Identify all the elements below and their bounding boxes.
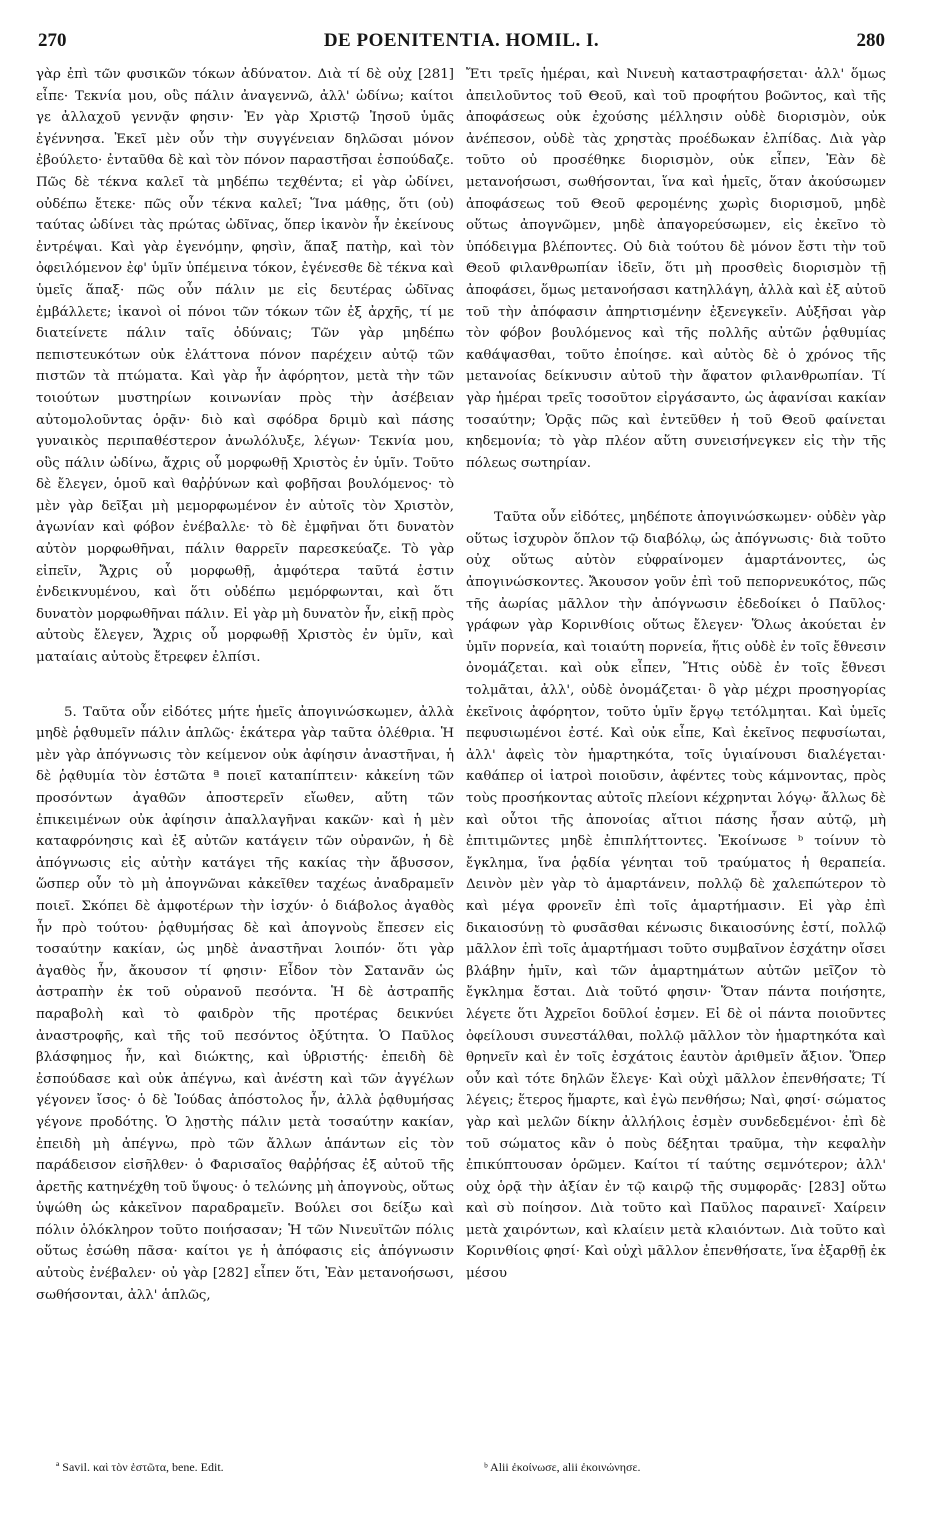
left-paragraph-1: γὰρ ἐπὶ τῶν φυσικῶν τόκων ἀδύνατον. Διὰ τί δὲ οὐχ [281] εἶπε· Τεκνία μου, οὓς πάλιν ἀναγεννῶ, ἀλλ' ὠδίνω; καίτοι γε ἀλλαχοῦ γεννᾷν φησιν· Ἐν γὰρ Χριστῷ Ἰησοῦ ὑμᾶς ἐγέννησα. Ἐκεῖ μὲν οὖν τὴν συγγένειαν δηλῶσαι μόνον ἐβούλετο· ἐνταῦθα δὲ καὶ τὸν πόνον παραστῆσαι ἐσπούδαζε. Πῶς δὲ τέκνα καλεῖ τὰ μηδέπω τεχθέντα; εἰ γὰρ ὠδίνει, οὐδέπω ἔτεκε· πῶς οὖν τέκνα καλεῖ; Ἵνα μάθῃς, ὅτι (οὐ) ταύτας ὠδίνει τὰς πρώτας ὠδῖνας, ὅπερ ἱκανὸν ἦν ἐκείνους ἐντρέψαι. Καὶ γὰρ ἐγενόμην, φησὶν, ἅπαξ πατὴρ, καὶ τὸν ὀφειλόμενον ἐφ' ὑμῖν ὑπέμεινα τόκον, ἐγένεσθε δὲ τέκνα καὶ ὑμεῖς ἅπαξ· πῶς οὖν πάλιν με εἰς δευτέρας ὠδῖνας ἐμβάλλετε; ἱκανοὶ οἱ πόνοι τῶν τόκων τῶν ἐξ ἀρχῆς, τί με διατείνετε πάλιν ταῖς ὀδύναις; Τῶν γὰρ μηδέπω πεπιστευκότων οὐκ ἐλάττονα πόνον παρέχειν αὐτῷ τῶν πιστῶν τὰ πτώματα. Καὶ γὰρ ἦν ἀφόρητον, μετὰ τὴν τῶν τοιούτων μυστηρίων κοινωνίαν πρὸς τὴν ἀσέβειαν αὐτομολοῦντας ὁρᾷν· διὸ καὶ σφόδρα δριμὺ καὶ πάσης γυναικὸς περιπαθέστερον ἀνωλόλυξε, λέγων· Τεκνία μου, οὓς πάλιν ὠδίνω, ἄχρις οὗ μορφωθῇ Χριστὸς ἐν ὑμῖν. Τοῦτο δὲ ἔλεγεν, ὁμοῦ καὶ θαῤῥύνων καὶ φοβῆσαι βουλόμενος· τὸ μὲν γὰρ δεῖξαι μὴ μεμορφωμένον ἐν αὐτοῖς τὸν Χριστὸν, ἀγωνίαν καὶ φόβον ἐνέβαλλε· τὸ δὲ ἐμφῆναι ὅτι δυνατὸν αὐτὸν μορφωθῆναι, πάλιν θαρρεῖν παρεσκεύαζε. Τὸ γὰρ εἰπεῖν, Ἄχρις οὗ μορφωθῇ, ἀμφότερα ταῦτά ἐστιν ἐνδεικνυμένου, καὶ ὅτι οὐδέπω μεμόρφωνται, καὶ ὅτι δυνατὸν μορφωθῆναι πάλιν. Εἰ γὰρ μὴ δυνατὸν ἦν, εἰκῇ πρὸς αὐτοὺς ἔλεγεν, Ἄχρις οὗ μορφωθῇ Χριστὸς ἐν ὑμῖν, καὶ ματαίαις αὐτοὺς ἔτρεφεν ἐλπίσι. (36, 67, 454, 666)
page-header (38, 30, 885, 58)
left-paragraph-2: 5. Ταῦτα οὖν εἰδότες μήτε ἡμεῖς ἀπογινώσκωμεν, ἀλλὰ μηδὲ ῥᾳθυμεῖν πάλιν ἁπλῶς· ἑκάτερα γὰρ ταῦτα ὀλέθρια. Ἡ μὲν γὰρ ἀπόγνωσις τὸν κείμενον οὐκ ἀφίησιν ἀναστῆναι, ἡ δὲ ῥᾳθυμία τὸν ἑστῶτα ª ποιεῖ καταπίπτειν· κἀκείνη τῶν προσόντων ἀγαθῶν ἀποστερεῖν εἴωθεν, αὕτη τῶν ἐπικειμένων οὐκ ἀφίησιν ἀπαλλαγῆναι κακῶν· καὶ ἡ μὲν καταφρόνησις καὶ ἐξ αὐτῶν κατάγειν τῶν οὐρανῶν, ἡ δὲ ἀπόγνωσις εἰς αὐτὴν κατάγει τῆς κακίας τὴν ἄβυσσον, ὥσπερ οὖν τὸ μὴ ἀπογνῶναι κἀκεῖθεν ταχέως ἀναδραμεῖν ποιεῖ. Σκόπει δὲ ἀμφοτέρων τὴν ἰσχύν· ὁ διάβολος ἀγαθὸς ἦν πρὸ τούτου· ῥᾳθυμήσας δὲ καὶ ἀπογνοὺς ἔπεσεν εἰς τοσαύτην κακίαν, ὡς μηδὲ ἀναστῆναι λοιπόν· ὅτι γὰρ ἀγαθὸς ἦν, ἄκουσον τί φησιν· Εἶδον τὸν Σατανᾶν ὡς ἀστραπὴν ἐκ τοῦ οὐρανοῦ πεσόντα. Ἡ δὲ ἀστραπῆς παραβολὴ καὶ τὸ φαιδρὸν τῆς προτέρας δεικνύει ἀναστροφῆς, καὶ τῆς τοῦ πεσόντος ὀξύτητα. Ὁ Παῦλος βλάσφημος ἦν, καὶ διώκτης, καὶ ὑβριστής· ἐπειδὴ δὲ ἐσπούδασε καὶ οὐκ ἀπέγνω, καὶ ἀνέστη καὶ τῶν ἀγγέλων γέγονεν ἴσος· ὁ δὲ Ἰούδας ἀπόστολος ἦν, ἀλλὰ ῥᾳθυμήσας γέγονε προδότης. Ὁ λῃστὴς πάλιν μετὰ τοσαύτην κακίαν, ἐπειδὴ μὴ ἀπέγνω, πρὸ τῶν ἄλλων ἁπάντων εἰς τὸν παράδεισον εἰσῆλθεν· ὁ Φαρισαῖος θαῤῥήσας ἐξ αὐτοῦ τῆς ἀρετῆς κατηνέχθη τοῦ ὕψους· ὁ τελώνης μὴ ἀπογνοὺς, οὕτως ὑψώθη ὡς κἀκεῖνον παραδραμεῖν. Βούλει σοι δείξω καὶ πόλιν ὁλόκληρον τοῦτο ποιήσασαν; Ἡ τῶν Νινευϊτῶν πόλις οὕτως ἐσώθη πᾶσα· καίτοι γε ἡ ἀπόφασις εἰς ἀπόγνωσιν αὐτοὺς ἐνέβαλεν· οὐ γὰρ [282] εἶπεν ὅτι, Ἐὰν μετανοήσωσι, σωθήσονται, ἀλλ' ἁπλῶς, (36, 704, 454, 1303)
running-title: DE POENITENTIA. HOMIL. I. (323, 30, 600, 51)
right-paragraph-1: Ἔτι τρεῖς ἡμέραι, καὶ Νινευὴ καταστραφήσεται· ἀλλ' ὅμως ἀπειλοῦντος τοῦ Θεοῦ, καὶ τοῦ προφήτου βοῶντος, καὶ τῆς ἀποφάσεως οὐκ ἐχούσης μέλλησιν οὐδὲ διορισμὸν, οὐκ ἀνέπεσον, οὐδὲ τὰς χρηστὰς προέδωκαν ἐλπίδας. Διὰ γὰρ τοῦτο οὐ προσέθηκε διορισμὸν, οὐκ εἶπεν, Ἐὰν δὲ μετανοήσωσι, σωθήσονται, ἵνα καὶ ἡμεῖς, ὅταν ἀκούσωμεν ἀποφάσεως τοῦ Θεοῦ φερομένης χωρὶς διορισμοῦ, μηδὲ οὕτως ἀπογνῶμεν, μηδὲ ἀπαγορεύσωμεν, εἰς ἐκεῖνο τὸ ὑπόδειγμα βλέποντες. Οὐ διὰ τούτου δὲ μόνον ἔστι τὴν τοῦ Θεοῦ φιλανθρωπίαν ἰδεῖν, ὅτι μὴ προσθεὶς διορισμὸν τῇ ἀποφάσει, ὅμως μετανοήσασι κατηλλάγη, ἀλλὰ καὶ ἐξ αὐτοῦ τοῦ τὴν ἀπόφασιν ἀπηρτισμένην ἐξενεγκεῖν. Αὐξῆσαι γὰρ τὸν φόβον βουλόμενος καὶ τῆς πολλῆς αὐτῶν ῥᾳθυμίας καθάψασθαι, τοῦτο ἐποίησε. καὶ αὐτὸς δὲ ὁ χρόνος τῆς μετανοίας δείκνυσιν αὐτοῦ τὴν ἄφατον φιλανθρωπίαν. Τί γὰρ ἡμέραι τρεῖς τοσοῦτον εἰργάσαντο, ὡς ἀφανίσαι κακίαν τοσαύτην; Ὁρᾷς πῶς καὶ ἐντεῦθεν ἡ τοῦ Θεοῦ φαίνεται κηδεμονία; τὸ γὰρ πλέον αὕτη συνεισήνεγκεν εἰς τὴν τῆς πόλεως σωτηρίαν. (466, 67, 886, 471)
left-column (36, 64, 454, 1306)
page-number-right: 280 (856, 30, 885, 51)
footnotes (36, 1460, 887, 1484)
page-number-left: 270 (38, 30, 67, 51)
right-column (466, 64, 886, 1285)
footnote-b: ᵇ Alii ἐκοίνωσε, alii ἐκοινώνησε. (484, 1460, 641, 1474)
footnote-a: ª Savil. καὶ τὸν ἑστῶτα, bene. Edit. (56, 1460, 224, 1474)
right-paragraph-2: Ταῦτα οὖν εἰδότες, μηδέποτε ἀπογινώσκωμεν· οὐδὲν γὰρ οὕτως ἰσχυρὸν ὅπλον τῷ διαβόλῳ, ὡς ἀπόγνωσις· διὰ τοῦτο οὐχ οὕτως αὐτὸν εὐφραίνομεν ἁμαρτάνοντες, ὡς ἀπογινώσκοντες. Ἄκουσον γοῦν ἐπὶ τοῦ πεπορνευκότος, πῶς τῆς ἀωρίας μᾶλλον τὴν ἀπόγνωσιν ἐδεδοίκει ὁ Παῦλος· γράφων γὰρ Κορινθίοις οὕτως ἔλεγεν· Ὅλως ἀκούεται ἐν ὑμῖν πορνεία, καὶ τοιαύτη πορνεία, ἥτις οὐδὲ ἐν τοῖς ἔθνεσιν ὀνομάζεται. καὶ οὐκ εἶπεν, Ἥτις οὐδὲ ἐν τοῖς ἔθνεσι τολμᾶται, ἀλλ', οὐδὲ ὀνομάζεται· ὃ γὰρ μέχρι προσηγορίας ἐκεῖνοις ἀφόρητον, τοῦτο ὑμῖν ἔργῳ τετόλμηται. Καὶ ὑμεῖς πεφυσιωμένοι ἐστέ. Καὶ οὐκ εἶπε, Καὶ ἐκεῖνος πεφυσίωται, ἀλλ' ἀφεὶς τὸν ἡμαρτηκότα, τοῖς ὑγιαίνουσι διαλέγεται· καθάπερ οἱ ἰατροὶ ποιοῦσιν, ἀφέντες τοὺς κάμνοντας, πρὸς τοὺς προσήκοντας αὐτοῖς πλείονι κέχρηνται λόγῳ· ἄλλως δὲ καὶ οὗτοι τῆς ἀπονοίας αἴτιοι πάσης ἦσαν αὐτῷ, μὴ ἐπιτιμῶντες μηδὲ ἐπιπλήττοντες. Ἐκοίνωσε ᵇ τοίνυν τὸ ἔγκλημα, ἵνα ῥᾳδία γένηται τοῦ τραύματος ἡ θεραπεία. Δεινὸν μὲν γὰρ τὸ ἁμαρτάνειν, πολλῷ δὲ χαλεπώτερον τὸ καὶ μέγα φρονεῖν ἐπὶ τοῖς ἁμαρτήμασιν. Εἰ γὰρ ἐπὶ δικαιοσύνῃ τὸ φυσᾶσθαι κένωσις δικαιοσύνης ἐστί, πολλῷ μᾶλλον ἐπὶ τοῖς ἁμαρτήμασι τοῦτο συμβαῖνον ἐσχάτην οἴσει βλάβην ἡμῖν, καὶ τῶν ἁμαρτημάτων αὐτῶν μεῖζον τὸ ἔγκλημα ἔσται. Διὰ τοῦτό φησιν· Ὅταν πάντα ποιήσητε, λέγετε ὅτι Ἀχρεῖοι δοῦλοί ἐσμεν. Εἰ δὲ οἱ πάντα ποιοῦντες ὀφείλουσι συνεστάλθαι, πολλῷ μᾶλλον τὸν ἡμαρτηκότα καὶ θρηνεῖν καὶ ἐν τοῖς ἐσχάτοις ἑαυτὸν ἀριθμεῖν ἄξιον. Ὅπερ οὖν καὶ τότε δηλῶν ἔλεγε· Καὶ οὐχὶ μᾶλλον ἐπενθήσατε; Τί λέγεις; ἕτερος ἥμαρτε, καὶ ἐγὼ πενθήσω; Ναὶ, φησί· σώματος γὰρ καὶ μελῶν δίκην ἀλλήλοις ἐσμὲν συνδεδεμένοι· ἐπὶ δὲ τοῦ σώματος κἂν ὁ ποὺς δέξηται τραῦμα, τὴν κεφαλὴν ἐπικύπτουσαν ὁρῶμεν. Καίτοι τί ταύτης σεμνότερον; ἀλλ' οὐχ ὁρᾷ τὴν ἀξίαν ἐν τῷ καιρῷ τῆς συμφορᾶς· [283] οὕτω καὶ σὺ ποίησον. Διὰ τοῦτο καὶ Παῦλος παραινεῖ· Χαίρειν μετὰ χαιρόντων, καὶ κλαίειν μετὰ κλαιόντων. Διὰ τοῦτο καὶ Κορινθίοις φησί· Καὶ οὐχὶ μᾶλλον ἐπενθήσατε, ἵνα ἐξαρθῇ ἐκ μέσου (466, 510, 886, 1282)
